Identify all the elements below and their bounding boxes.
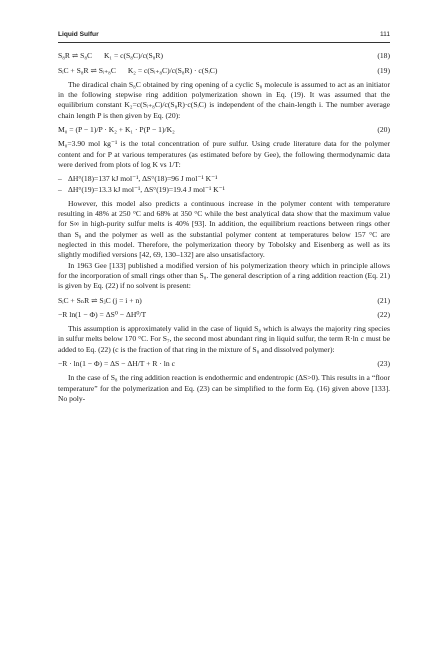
equation-19	[58, 66, 390, 76]
equation-19-number: (19)	[377, 65, 390, 75]
equation-23-number: (23)	[377, 359, 390, 369]
thermo-data-list	[58, 174, 390, 195]
equation-18-lhs: S₈R ⇌ S₈C	[58, 51, 93, 61]
header-title: Liquid Sulfur	[58, 31, 99, 38]
running-header	[58, 30, 390, 43]
list-item: – ΔH°(18)=137 kJ mol⁻¹, ΔS°(18)=96 J mol⁻¹ K⁻¹	[58, 174, 218, 184]
equation-18-number: (18)	[377, 51, 390, 61]
equation-18-body: K₁ = c(S₈C)/c(S₈R)	[103, 51, 163, 61]
paragraph-3: However, this model also predicts a continuous increase in the polymer content with temperature resulting in 48% at 250 °C and 68% at 350 °C while the best analytical data show that the maximum value for S∞ in high-purity sulfur melts is 40% [93]. In addition, the equilibrium reactions between rings other than S₈ and the polymer as well as the substantial polymer content at temperatures below 157 °C are neglected in this model. Therefore, the polymerization theory by Tobolsky and Eisenberg as well as its slightly modified versions [42, 69, 130–132] are also unsatisfactory.	[58, 198, 390, 260]
equation-19-lhs: SᵢC + S₈R ⇌ Sᵢ₊₈C	[58, 65, 116, 75]
equation-23-body: −R · ln(1 − Φ) = ΔS − ΔH/T + R · ln c	[58, 359, 175, 369]
equation-20-body: M₀ = (P − 1)/P · K₂ + K₁ · P(P − 1)/K₂	[58, 125, 175, 135]
page-number: 111	[379, 31, 390, 38]
paragraph-1: The diradical chain S₈C obtained by ring opening of a cyclic S₈ molecule is assumed to act as an initiator in the following stepwise ring addition polymerization shown in Eq. (19). It was assumed that the equilibrium constant K₂=c(Sᵢ₊₈C)/c(S₈R)·c(SᵢC) is independent of the chain-length i. The number average chain length P is then given by Eq. (20):	[58, 79, 390, 120]
equation-22-number: (22)	[377, 309, 390, 319]
paragraph-6: In the case of S₈ the ring addition reaction is endothermic and endentropic (ΔS>0). This results in a “floor temperature” for the polymerization and Eq. (23) can be simplified to the form Eq. (16) given above [133]. No poly-	[58, 373, 390, 403]
paragraph-5: This assumption is approximately valid in the case of liquid S₈ which is always the majority ring species in sulfur melts below 170 °C. For S₇, the second most abundant ring in liquid sulfur, the term R·ln c must be added to Eq. (22) (c is the fraction of that ring in the mixture of S₈ and dissolved polymer):	[58, 324, 390, 354]
paragraph-2: M₀=3.90 mol kg⁻¹ is the total concentration of pure sulfur. Using crude literature data for the polymer content and for P at various temperatures (as estimated before by Gee), the following thermodynamic data were derived from plots of log K vs 1/T:	[58, 139, 390, 169]
equation-18	[58, 51, 390, 61]
page	[58, 30, 390, 404]
equation-21-number: (21)	[377, 295, 390, 305]
equation-21-body: SᵢC + SₙR ⇌ SⱼC (j = i + n)	[58, 295, 142, 305]
paragraph-4: In 1963 Gee [133] published a modified version of his polymerization theory which in principle allows for the incorporation of small rings other than S₈. The general description of a ring addition reaction (Eq. 21) is given by Eq. (22) if no solvent is present:	[58, 260, 390, 291]
equation-20-number: (20)	[377, 125, 390, 135]
list-item: – ΔH°(19)=13.3 kJ mol⁻¹, ΔS°(19)=19.4 J mol⁻¹ K⁻¹	[58, 184, 225, 194]
equation-22-body: −R ln(1 − Φ) = ΔS⁰ − ΔH⁰/T	[58, 309, 147, 319]
equation-23	[58, 359, 390, 369]
equation-22	[58, 310, 390, 320]
equation-20	[58, 125, 390, 135]
equation-21	[58, 296, 390, 306]
equation-19-body: K₂ = c(Sᵢ₊₈C)/c(S₈R) · c(SᵢC)	[127, 65, 218, 75]
